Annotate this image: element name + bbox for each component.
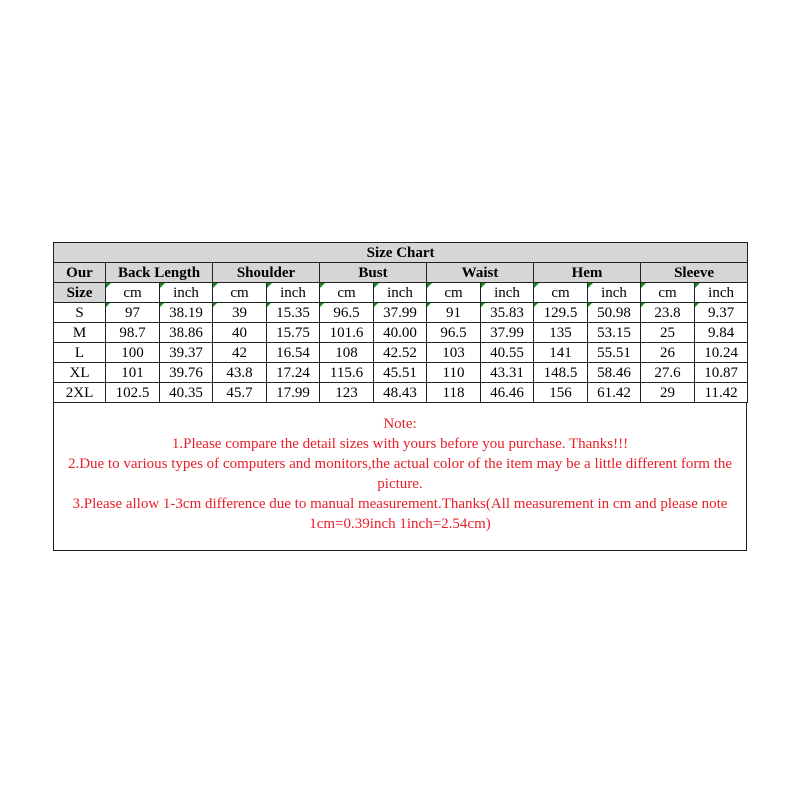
unit-cell: cm [213, 283, 267, 303]
measurement-cell: 38.86 [160, 323, 213, 343]
measurement-cell: 15.35 [267, 303, 320, 323]
note-line-1: 1.Please compare the detail sizes with yours before you purchase. Thanks!!! [171, 436, 629, 452]
size-cell: M [54, 323, 106, 343]
measurement-cell: 46.46 [481, 383, 534, 403]
measurement-cell: 100 [106, 343, 160, 363]
group-header-row [54, 263, 748, 283]
measurement-cell: 101.6 [320, 323, 374, 343]
table-title: Size Chart [54, 243, 748, 263]
measurement-cell: 40.35 [160, 383, 213, 403]
measurement-cell: 115.6 [320, 363, 374, 383]
measurement-cell: 26 [641, 343, 695, 363]
unit-cell: cm [427, 283, 481, 303]
note-line-3: 3.Please allow 1-3cm difference due to manual measurement.Thanks(All measurement in cm and please note 1cm=0.39inch 1inch=2.54cm) [72, 496, 728, 532]
measurement-cell: 108 [320, 343, 374, 363]
measurement-cell: 129.5 [534, 303, 588, 323]
note-line-2: 2.Due to various types of computers and monitors,the actual color of the item may be a little different form the picture. [67, 456, 733, 492]
measurement-cell: 50.98 [588, 303, 641, 323]
measurement-cell: 48.43 [374, 383, 427, 403]
unit-cell: cm [534, 283, 588, 303]
measurement-cell: 45.51 [374, 363, 427, 383]
title-row [54, 243, 748, 263]
measurement-cell: 58.46 [588, 363, 641, 383]
our-label: Our [54, 263, 106, 283]
measurement-cell: 38.19 [160, 303, 213, 323]
measurement-cell: 156 [534, 383, 588, 403]
note-heading: Note: [383, 416, 417, 432]
measurement-cell: 96.5 [320, 303, 374, 323]
unit-cell: cm [106, 283, 160, 303]
measurement-cell: 43.31 [481, 363, 534, 383]
measurement-cell: 53.15 [588, 323, 641, 343]
measurement-cell: 39 [213, 303, 267, 323]
measurement-cell: 42 [213, 343, 267, 363]
measurement-cell: 40.55 [481, 343, 534, 363]
header-bust: Bust [320, 263, 427, 283]
unit-cell: inch [481, 283, 534, 303]
unit-cell: inch [695, 283, 748, 303]
size-cell: XL [54, 363, 106, 383]
measurement-cell: 98.7 [106, 323, 160, 343]
measurement-cell: 17.99 [267, 383, 320, 403]
size-chart [53, 242, 747, 551]
table-row [54, 383, 748, 403]
table-row [54, 323, 748, 343]
measurement-cell: 43.8 [213, 363, 267, 383]
table-row [54, 343, 748, 363]
measurement-cell: 45.7 [213, 383, 267, 403]
unit-cell: cm [320, 283, 374, 303]
measurement-cell: 16.54 [267, 343, 320, 363]
unit-cell: inch [160, 283, 213, 303]
measurement-cell: 42.52 [374, 343, 427, 363]
measurement-cell: 118 [427, 383, 481, 403]
size-cell: S [54, 303, 106, 323]
measurement-cell: 61.42 [588, 383, 641, 403]
measurement-cell: 17.24 [267, 363, 320, 383]
header-hem: Hem [534, 263, 641, 283]
unit-cell: inch [588, 283, 641, 303]
measurement-cell: 29 [641, 383, 695, 403]
measurement-cell: 40.00 [374, 323, 427, 343]
unit-cell: cm [641, 283, 695, 303]
header-waist: Waist [427, 263, 534, 283]
measurement-cell: 11.42 [695, 383, 748, 403]
measurement-cell: 27.6 [641, 363, 695, 383]
measurement-cell: 39.37 [160, 343, 213, 363]
table-row [54, 303, 748, 323]
size-label: Size [54, 283, 106, 303]
measurement-cell: 37.99 [481, 323, 534, 343]
measurement-cell: 110 [427, 363, 481, 383]
measurement-cell: 135 [534, 323, 588, 343]
unit-header-row [54, 283, 748, 303]
header-sleeve: Sleeve [641, 263, 748, 283]
measurement-cell: 35.83 [481, 303, 534, 323]
measurement-cell: 141 [534, 343, 588, 363]
header-shoulder: Shoulder [213, 263, 320, 283]
measurement-cell: 9.37 [695, 303, 748, 323]
size-cell: 2XL [54, 383, 106, 403]
table-row [54, 363, 748, 383]
unit-cell: inch [267, 283, 320, 303]
measurement-cell: 55.51 [588, 343, 641, 363]
measurement-cell: 97 [106, 303, 160, 323]
measurement-cell: 96.5 [427, 323, 481, 343]
measurement-cell: 39.76 [160, 363, 213, 383]
header-back-length: Back Length [106, 263, 213, 283]
measurement-cell: 10.87 [695, 363, 748, 383]
measurement-cell: 25 [641, 323, 695, 343]
unit-cell: inch [374, 283, 427, 303]
measurement-cell: 91 [427, 303, 481, 323]
size-cell: L [54, 343, 106, 363]
measurement-cell: 10.24 [695, 343, 748, 363]
measurement-cell: 23.8 [641, 303, 695, 323]
measurement-cell: 101 [106, 363, 160, 383]
measurement-cell: 148.5 [534, 363, 588, 383]
measurement-cell: 102.5 [106, 383, 160, 403]
measurement-cell: 15.75 [267, 323, 320, 343]
measurement-cell: 40 [213, 323, 267, 343]
notes-box [53, 403, 747, 551]
measurement-cell: 9.84 [695, 323, 748, 343]
measurement-cell: 37.99 [374, 303, 427, 323]
size-chart-table [53, 242, 748, 403]
measurement-cell: 123 [320, 383, 374, 403]
measurement-cell: 103 [427, 343, 481, 363]
